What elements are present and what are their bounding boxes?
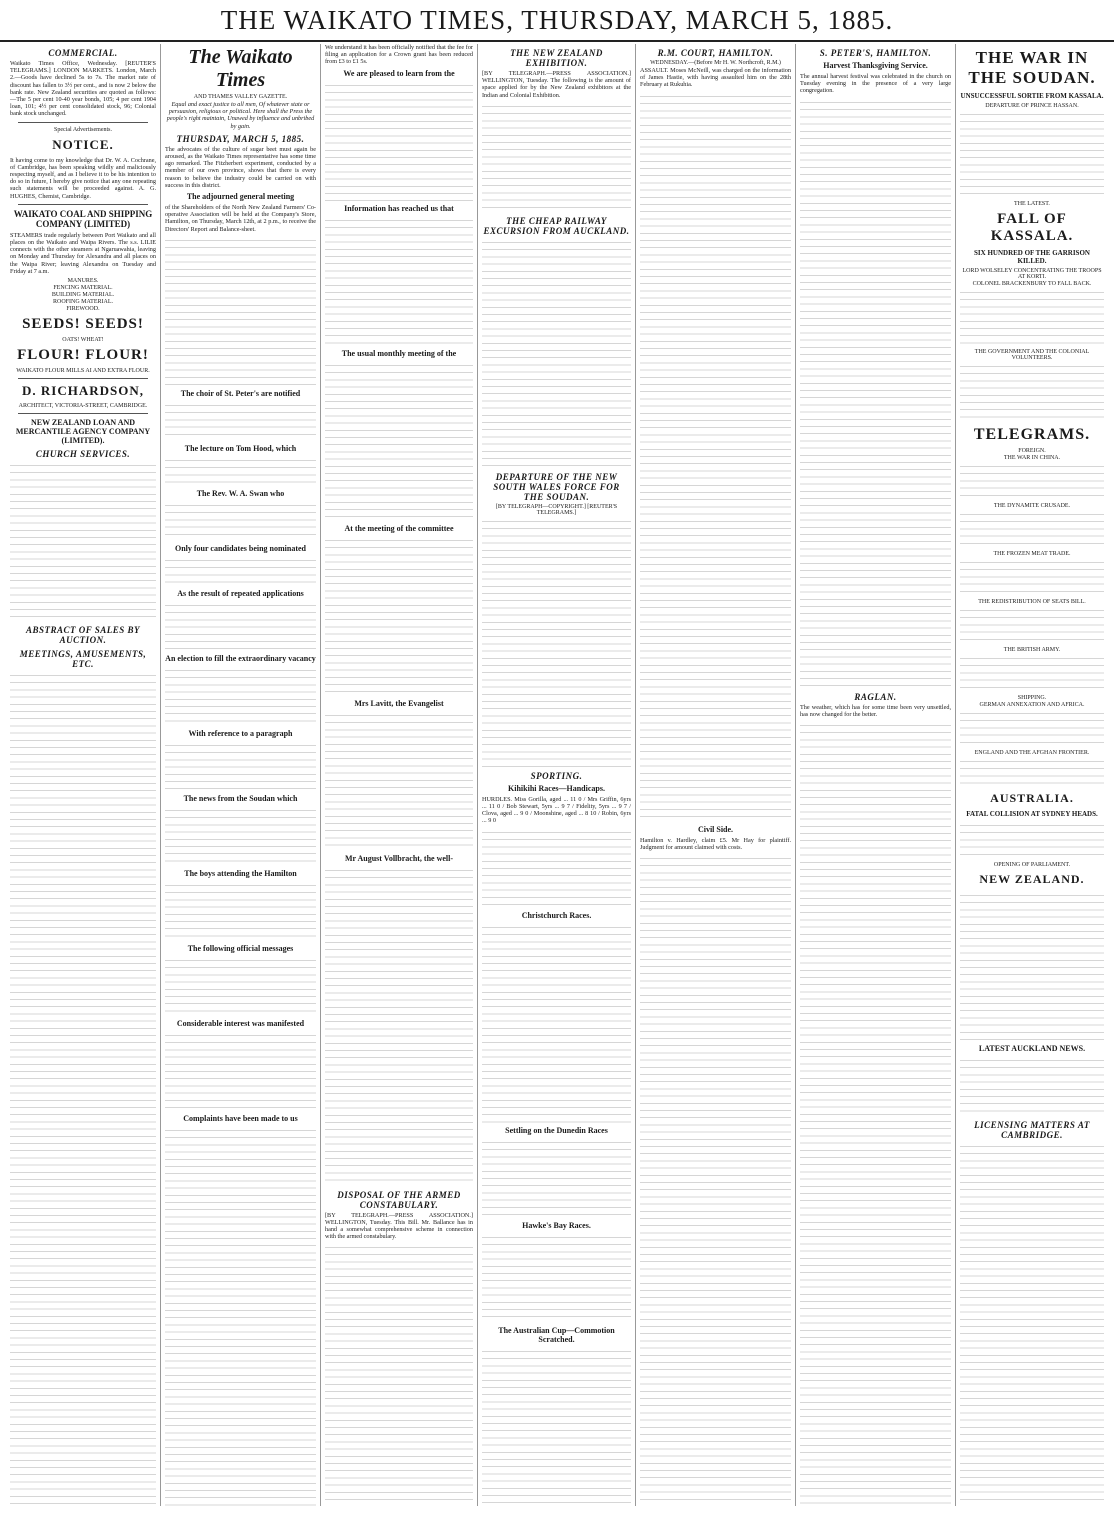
redistribution-text	[960, 606, 1104, 646]
paragraph-text	[165, 741, 316, 791]
raglan-heading: RAGLAN.	[854, 691, 897, 702]
harvest-text-continued	[800, 98, 951, 688]
raglan-text-continued	[800, 721, 951, 1506]
flour-heading: FLOUR! FLOUR!	[17, 347, 149, 364]
pleased-text	[325, 81, 473, 201]
fatal-collision-heading: FATAL COLLISION AT SYDNEY HEADS.	[966, 810, 1098, 818]
frozen-meat-heading: THE FROZEN MEAT TRADE.	[993, 551, 1071, 557]
issue-date: THURSDAY, MARCH 5, 1885.	[176, 133, 305, 144]
afghan-text	[960, 757, 1104, 787]
soudan-news-text	[165, 806, 316, 866]
sporting-heading: SPORTING.	[530, 770, 583, 781]
kassala-text	[960, 288, 1104, 348]
exhibition-text: [BY TELEGRAPH.—PRESS ASSOCIATION.] WELLINGTON, Tuesday. The following is the amount of space applied for by the New Zealand exhibitors at the Indian and Colonial Exhibition.	[482, 70, 631, 99]
column-2	[161, 44, 321, 1506]
volunteers-text	[960, 362, 1104, 422]
interest-text	[165, 1031, 316, 1111]
court-text: ASSAULT. Moses McNeill, was charged on the information of James Hastie, with having assaulted him on the 28th February at Rukuhia.	[640, 67, 791, 89]
applications-heading: As the result of repeated applications	[177, 588, 304, 598]
st-peters-heading: S. PETER'S, HAMILTON.	[819, 48, 932, 58]
departure-subheading: [BY TELEGRAPH—COPYRIGHT.] [REUTER'S TELEGRAMS.]	[495, 503, 618, 516]
seeds-heading: SEEDS! SEEDS!	[22, 316, 144, 333]
volunteers-heading: THE GOVERNMENT AND THE COLONIAL VOLUNTEERS.	[974, 349, 1090, 361]
candidates-heading: Only four candidates being nominated	[175, 543, 306, 553]
dunedin-heading: Settling on the Dunedin Races	[505, 1125, 608, 1135]
hawkes-bay-text	[482, 1233, 631, 1323]
manures-heading: MANURES.	[67, 278, 99, 285]
six-hundred-heading: SIX HUNDRED OF THE GARRISON KILLED.	[974, 249, 1090, 265]
coal-company-heading: WAIKATO COAL AND SHIPPING COMPANY (LIMITED)	[13, 208, 153, 229]
british-army-text	[960, 654, 1104, 694]
latest-heading: THE LATEST.	[1014, 201, 1050, 207]
departure-text	[482, 517, 631, 767]
licensing-text	[960, 1142, 1104, 1506]
british-army-heading: THE BRITISH ARMY.	[1003, 647, 1061, 653]
war-text	[960, 110, 1104, 200]
foreign-heading: FOREIGN.	[1018, 448, 1046, 454]
civil-side-text: Hamilton v. Hardley, claim £5. Mr Hay for plaintiff. Judgment for amount claimed with costs.	[640, 836, 791, 851]
masthead-title: THE WAIKATO TIMES, THURSDAY, MARCH 5, 1885.	[0, 0, 1114, 42]
sortie-heading: UNSUCCESSFUL SORTIE FROM KASSALA.	[960, 92, 1104, 100]
christchurch-text	[482, 923, 631, 1123]
evangelist-text	[325, 711, 473, 851]
afghan-heading: ENGLAND AND THE AFGHAN FRONTIER.	[974, 750, 1090, 756]
column-6	[796, 44, 956, 1506]
china-heading: THE WAR IN CHINA.	[1003, 455, 1061, 461]
monthly-meeting-heading: The usual monthly meeting of the	[341, 348, 457, 358]
choir-heading: The choir of St. Peter's are notified	[180, 388, 301, 398]
auckland-heading: LATEST AUCKLAND NEWS.	[978, 1044, 1086, 1053]
vollbracht-text	[325, 866, 473, 1186]
church-services-text	[10, 461, 156, 621]
exhibition-text-continued	[482, 102, 631, 212]
committee-heading: At the meeting of the committee	[344, 523, 454, 533]
disposal-text-continued	[325, 1243, 473, 1506]
china-text	[960, 462, 1104, 502]
wolseley-heading: LORD WOLSELEY CONCENTRATING THE TROOPS AT KORTI.	[962, 268, 1102, 280]
complaints-heading: Complaints have been made to us	[183, 1113, 298, 1123]
lecture-heading: The lecture on Tom Hood, which	[184, 443, 297, 453]
dunedin-text	[482, 1138, 631, 1218]
christchurch-heading: Christchurch Races.	[521, 910, 592, 920]
adjourned-meeting-text: of the Shareholders of the North New Zealand Farmers' Co-operative Association will be held at the Company's Store, Hamilton, on Thursday, March 12th, at 2 p.m., to receive the Directors' Report and Balance-sheet.	[165, 204, 316, 233]
civil-side-heading: Civil Side.	[697, 824, 734, 834]
flour-subheading: WAIKATO FLOUR MILLS AI AND EXTRA FLOUR.	[16, 368, 150, 375]
divider	[18, 204, 148, 205]
evangelist-heading: Mrs Lavitt, the Evangelist	[354, 698, 444, 708]
column-1	[6, 44, 161, 1506]
adjourned-meeting-heading: The adjourned general meeting	[186, 192, 295, 202]
commercial-text: Waikato Times Office, Wednesday. [REUTER'S TELEGRAMS.] LONDON MARKETS. London, March 2.—Goods have declined 5s to 7s. The market rate of discount has fallen to 3½ per cent., and is now 2 below the bank rate. New Zealand securities are quoted as follows:—The 5 per cent 10-40 year bonds, 105; 4 per cent 1904 loan, 101; 4½ per cent consolidated stock, 96; Colonial bank stock unchanged.	[10, 60, 156, 118]
handicaps-table: HURDLES. Miss Gorilla, aged ... 11 0 / Mrs Griffin, 6yrs ... 11 0 / Bob Stewart, 5yrs ... 9 7 / Fidelity, 5yrs ... 9 7 / Clova, aged ... 9 0 / Moonshine, aged ... 8 10 / Robin, 6yrs ... 9 0	[482, 795, 631, 825]
paper-subtitle: AND THAMES VALLEY GAZETTE.	[193, 94, 288, 100]
editorial-text: The advocates of the culture of sugar beet must again be aroused, as the Waikato Times representative has some time ago remarked. The Fitzherbert experiment, conducted by a member of our own province, shows that there is every reason to believe the industry could be carried on with success in this district.	[165, 145, 316, 189]
column-4	[478, 44, 636, 1506]
column-7	[956, 44, 1108, 1506]
paragraph-heading: With reference to a paragraph	[188, 728, 293, 738]
frozen-meat-text	[960, 558, 1104, 598]
column-5	[636, 44, 796, 1506]
adjourned-meeting-text-continued	[165, 236, 316, 386]
committee-text	[325, 536, 473, 696]
church-services-heading: CHURCH SERVICES.	[35, 449, 131, 460]
prince-heading: DEPARTURE OF PRINCE HASSAN.	[985, 103, 1079, 109]
interest-heading: Considerable interest was manifested	[176, 1018, 305, 1028]
kassala-heading: FALL OF KASSALA.	[990, 211, 1074, 244]
monthly-meeting-text	[325, 361, 473, 521]
divider	[18, 378, 148, 379]
meetings-heading: MEETINGS, AMUSEMENTS, ETC.	[19, 649, 147, 670]
swan-heading: The Rev. W. A. Swan who	[196, 488, 285, 498]
paper-motto: Equal and exact justice to all men, Of whatever state or persuasion, religious or political. Here shall the Press the people's right maintain, Unawed by influence and unbribed by gain.	[166, 101, 315, 130]
building-heading: BUILDING MATERIAL.	[51, 292, 115, 299]
auckland-text	[960, 1056, 1104, 1116]
departure-heading: DEPARTURE OF THE NEW SOUTH WALES FORCE FOR THE SOUDAN.	[493, 471, 620, 502]
raglan-text: The weather, which has for some time been very unsettled, has now changed for the better.	[800, 703, 951, 718]
paper-title: The Waikato Times	[188, 46, 293, 91]
hawkes-bay-heading: Hawke's Bay Races.	[522, 1220, 591, 1230]
exhibition-heading: THE NEW ZEALAND EXHIBITION.	[510, 48, 603, 68]
vollbracht-heading: Mr August Vollbracht, the well-	[344, 853, 454, 863]
election-text	[165, 666, 316, 726]
pleased-heading: We are pleased to learn from the	[343, 68, 455, 78]
boys-heading: The boys attending the Hamilton	[184, 868, 297, 878]
railway-text	[482, 238, 631, 468]
meetings-text	[10, 671, 156, 1506]
fencing-heading: FENCING MATERIAL.	[53, 285, 113, 292]
notice-heading: NOTICE.	[52, 136, 114, 152]
roofing-heading: ROOFING MATERIAL.	[53, 299, 113, 306]
redistribution-heading: THE REDISTRIBUTION OF SEATS BILL.	[978, 599, 1086, 605]
parliament-heading: OPENING OF PARLIAMENT.	[993, 862, 1071, 868]
information-heading: Information has reached us that	[344, 203, 454, 213]
abstract-heading: ABSTRACT OF SALES BY AUCTION.	[25, 625, 141, 646]
court-text-continued	[640, 92, 791, 822]
oats-heading: OATS! WHEAT!	[62, 337, 104, 344]
complaints-text	[165, 1126, 316, 1506]
soudan-news-heading: The news from the Soudan which	[183, 793, 298, 803]
brackenbury-heading: COLONEL BRACKENBURY TO FALL BACK.	[972, 281, 1092, 287]
civil-side-text-continued	[640, 854, 791, 1506]
court-heading: R.M. COURT, HAMILTON.	[657, 48, 774, 58]
official-messages-text	[165, 956, 316, 1016]
divider	[18, 413, 148, 414]
newspaper-columns	[6, 44, 1108, 1506]
disposal-heading: DISPOSAL OF THE ARMED CONSTABULARY.	[337, 1189, 461, 1210]
new-zealand-text	[960, 891, 1104, 1041]
telegrams-heading: TELEGRAMS.	[973, 426, 1091, 443]
handicaps-heading: Kihikihi Races—Handicaps.	[508, 783, 605, 793]
loan-heading: NEW ZEALAND LOAN AND MERCANTILE AGENCY COMPANY (LIMITED).	[15, 418, 151, 446]
boys-text	[165, 881, 316, 941]
war-heading: THE WAR IN THE SOUDAN.	[968, 48, 1096, 87]
australian-cup-text	[482, 1347, 631, 1506]
swan-text	[165, 501, 316, 541]
german-heading: GERMAN ANNEXATION AND AFRICA.	[979, 702, 1085, 708]
disposal-text: [BY TELEGRAPH.—PRESS ASSOCIATION.] WELLINGTON, Tuesday. This Bill. Mr. Ballance has in hand a somewhat comprehensive scheme in connection with the armed constabulary.	[325, 1211, 473, 1241]
licensing-heading: LICENSING MATTERS AT CAMBRIDGE.	[974, 1120, 1090, 1140]
german-text	[960, 709, 1104, 749]
candidates-text	[165, 556, 316, 586]
architect-subheading: ARCHITECT, VICTORIA-STREET, CAMBRIDGE.	[18, 403, 148, 410]
handicaps-text	[482, 828, 631, 908]
applications-text	[165, 601, 316, 651]
lecture-text	[165, 456, 316, 486]
firewood-heading: FIREWOOD.	[66, 306, 100, 313]
notice-text: It having come to my knowledge that Dr. W. A. Cochrane, of Cambridge, has been speaking wildly and maliciously respecting myself, and as I believe it to be his intention to do so in future, I hereby give notice that any one repeating such statements will be proceeded against. A. G. HUGHES, Chemist, Cambridge.	[10, 156, 156, 200]
information-text	[325, 216, 473, 346]
harvest-heading: Harvest Thanksgiving Service.	[823, 61, 928, 70]
divider	[18, 122, 148, 123]
architect-heading: D. RICHARDSON,	[22, 383, 144, 399]
fatal-collision-text	[960, 821, 1104, 861]
australia-heading: AUSTRALIA.	[990, 791, 1074, 805]
dynamite-text	[960, 510, 1104, 550]
column-3	[321, 44, 478, 1506]
special-ads-heading: Special Advertisements.	[54, 126, 112, 133]
harvest-text: The annual harvest festival was celebrated in the church on Tuesday evening in the presence of a very large congregation.	[800, 73, 951, 95]
shipping-heading: SHIPPING.	[1017, 695, 1047, 701]
crown-grant-text: We understand it has been officially notified that the fee for filing an application for a Crown grant has been reduced from £3 to £1 5s.	[325, 44, 473, 66]
commercial-heading: COMMERCIAL.	[48, 48, 118, 58]
australian-cup-heading: The Australian Cup—Commotion Scratched.	[498, 1325, 615, 1344]
dynamite-heading: THE DYNAMITE CRUSADE.	[993, 503, 1071, 509]
election-heading: An election to fill the extraordinary vacancy	[165, 653, 316, 663]
new-zealand-heading: NEW ZEALAND.	[979, 872, 1085, 886]
court-subheading: WEDNESDAY.—(Before Mr H. W. Northcroft, R.M.)	[650, 60, 781, 66]
railway-heading: THE CHEAP RAILWAY EXCURSION FROM AUCKLAND.	[483, 215, 630, 236]
coal-company-text: STEAMERS trade regularly between Port Waikato and all places on the Waikato and Waipa Rivers. The s.s. LILIE connects with the other steamers at Ngaruawahia, leaving on Monday and Thursday for Alexandra and all places on the Waipa River; leaving Alexandra on Tuesday and Friday at 7 a.m.	[10, 231, 156, 275]
choir-text	[165, 401, 316, 441]
official-messages-heading: The following official messages	[187, 943, 294, 953]
